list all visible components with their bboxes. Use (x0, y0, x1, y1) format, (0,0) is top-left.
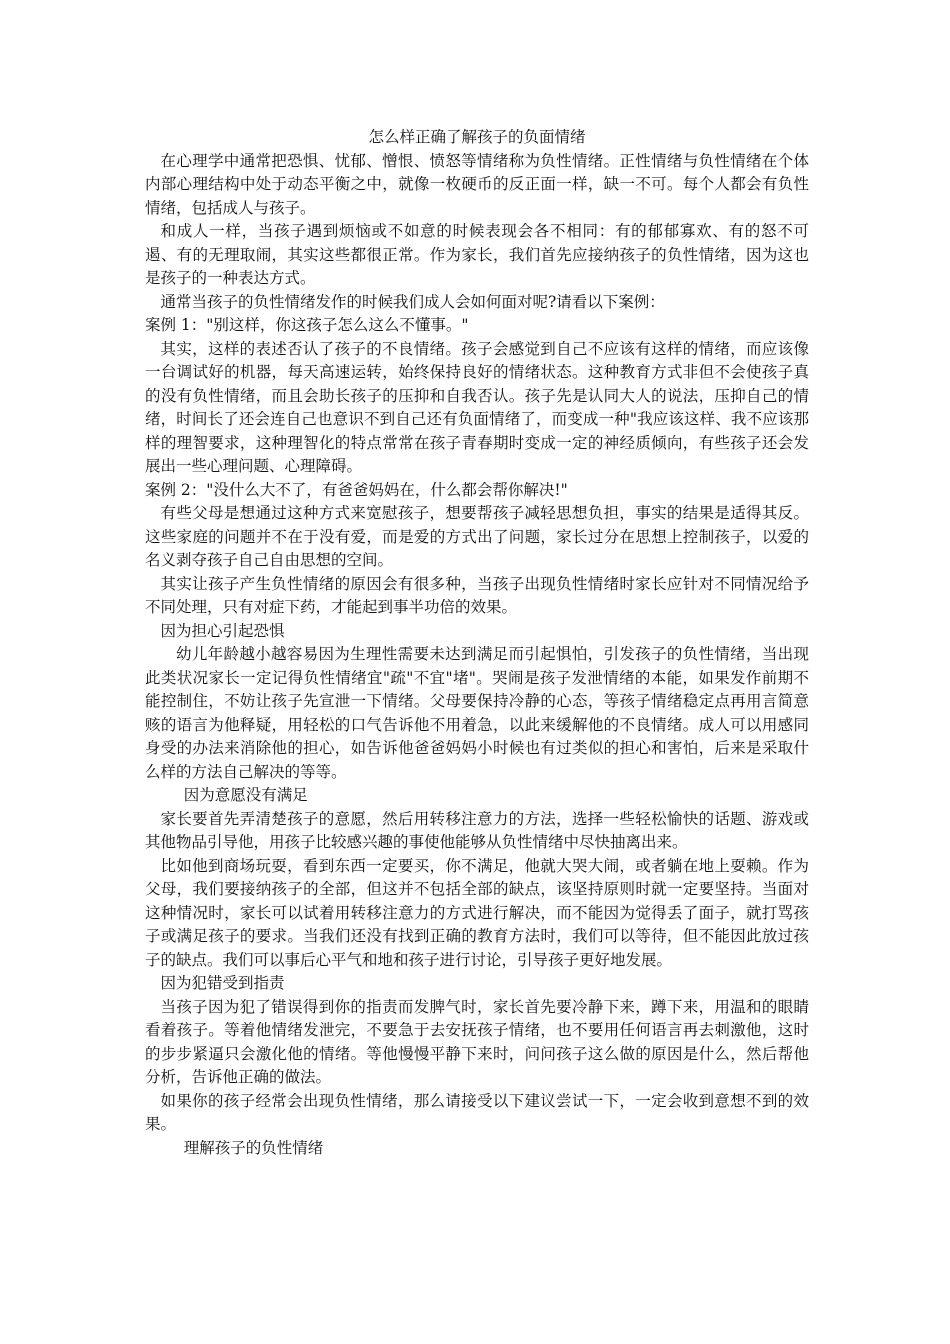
paragraph: 比如他到商场玩耍，看到东西一定要买，你不满足，他就大哭大闹，或者躺在地上耍赖。作为父母，我们要接纳孩子的全部，但这并不包括全部的缺点，该坚持原则时就一定要坚持。当面对这种情况时，家长可以试着用转移注意力的方式进行解决，而不能因为觉得丢了面子，就打骂孩子或满足孩子的要求。当我们还没有找到正确的教育方法时，我们可以等待，但不能因此放过孩子的缺点。我们可以事后心平气和地和孩子进行讨论，引导孩子更好地发展。 (145, 856, 809, 969)
paragraph: 如果你的孩子经常会出现负性情绪，那么请接受以下建议尝试一下，一定会收到意想不到的效果。 (145, 1091, 809, 1133)
paragraph: 案例 1："别这样，你这孩子怎么这么不懂事。" (145, 316, 469, 334)
paragraph: 因为意愿没有满足 (183, 786, 308, 804)
document-page (145, 126, 809, 1160)
paragraph: 案例 2："没什么大不了，有爸爸妈妈在，什么都会帮你解决!" (145, 480, 568, 499)
paragraph: 因为担心引起恐惧 (160, 621, 285, 640)
document-body (145, 150, 809, 1161)
paragraph: 和成人一样，当孩子遇到烦恼或不如意的时候表现会各不相同：有的郁郁寡欢、有的怒不可遏、有的无理取闹，其实这些都很正常。作为家长，我们首先应接纳孩子的负性情绪，因为这也是孩子的一种表达方式。 (145, 222, 809, 287)
paragraph: 当孩子因为犯了错误得到你的指责而发脾气时，家长首先要冷静下来，蹲下来，用温和的眼睛看着孩子。等着他情绪发泄完，不要急于去安抚孩子情绪，也不要用任何语言再去刺激他，这时的步步紧逼只会激化他的情绪。等他慢慢平静下来时，问问孩子这么做的原因是什么，然后帮他分析，告诉他正确的做法。 (145, 997, 809, 1086)
document-title: 怎么样正确了解孩子的负面情绪 (368, 128, 586, 146)
paragraph: 理解孩子的负性情绪 (183, 1138, 324, 1157)
paragraph: 通常当孩子的负性情绪发作的时候我们成人会如何面对呢?请看以下案例： (160, 292, 665, 311)
paragraph: 家长要首先弄清楚孩子的意愿，然后用转移注意力的方法，选择一些轻松愉快的话题、游戏或其他物品引导他，用孩子比较感兴趣的事使他能够从负性情绪中尽快抽离出来。 (145, 809, 809, 851)
paragraph: 其实，这样的表述否认了孩子的不良情绪。孩子会感觉到自己不应该有这样的情绪，而应该像一台调试好的机器，每天高速运转，始终保持良好的情绪状态。这种教育方式非但不会使孩子真的没有负性情绪，而且会助长孩子的压抑和自我否认。孩子先是认同大人的说法，压抑自己的情绪，时间长了还会连自己也意识不到自己还有负面情绪了，而变成一种"我应该这样、我不应该那样的理智要求，这种理智化的特点常常在孩子青春期时变成一定的神经质倾向，有些孩子还会发展出一些心理问题、心理障碍。 (145, 339, 809, 475)
paragraph: 因为犯错受到指责 (160, 974, 285, 992)
paragraph: 其实让孩子产生负性情绪的原因会有很多种，当孩子出现负性情绪时家长应针对不同情况给予不同处理，只有对症下药，才能起到事半功倍的效果。 (145, 574, 809, 616)
paragraph: 有些父母是想通过这种方式来宽慰孩子，想要帮孩子减轻思想负担，事实的结果是适得其反。这些家庭的问题并不在于没有爱，而是爱的方式出了问题，家长过分在思想上控制孩子，以爱的名义剥夺孩子自己自由思想的空间。 (145, 504, 809, 569)
paragraph: 幼儿年龄越小越容易因为生理性需要未达到满足而引起惧怕，引发孩子的负性情绪，当出现此类状况家长一定记得负性情绪宜"疏"不宜"堵"。哭闹是孩子发泄情绪的本能，如果发作前期不能控制住，不妨让孩子先宣泄一下情绪。父母要保持冷静的心态，等孩子情绪稳定点再用言简意赅的语言为他释疑，用轻松的口气告诉他不用着急，以此来缓解他的不良情绪。成人可以用感同身受的办法来消除他的担心，如告诉他爸爸妈妈小时候也有过类似的担心和害怕，后来是采取什么样的方法自己解决的等等。 (145, 645, 809, 781)
paragraph: 在心理学中通常把恐惧、忧郁、憎恨、愤怒等情绪称为负性情绪。正性情绪与负性情绪在个体内部心理结构中处于动态平衡之中，就像一枚硬币的反正面一样，缺一不可。每个人都会有负性情绪，包括成人与孩子。 (145, 151, 809, 217)
